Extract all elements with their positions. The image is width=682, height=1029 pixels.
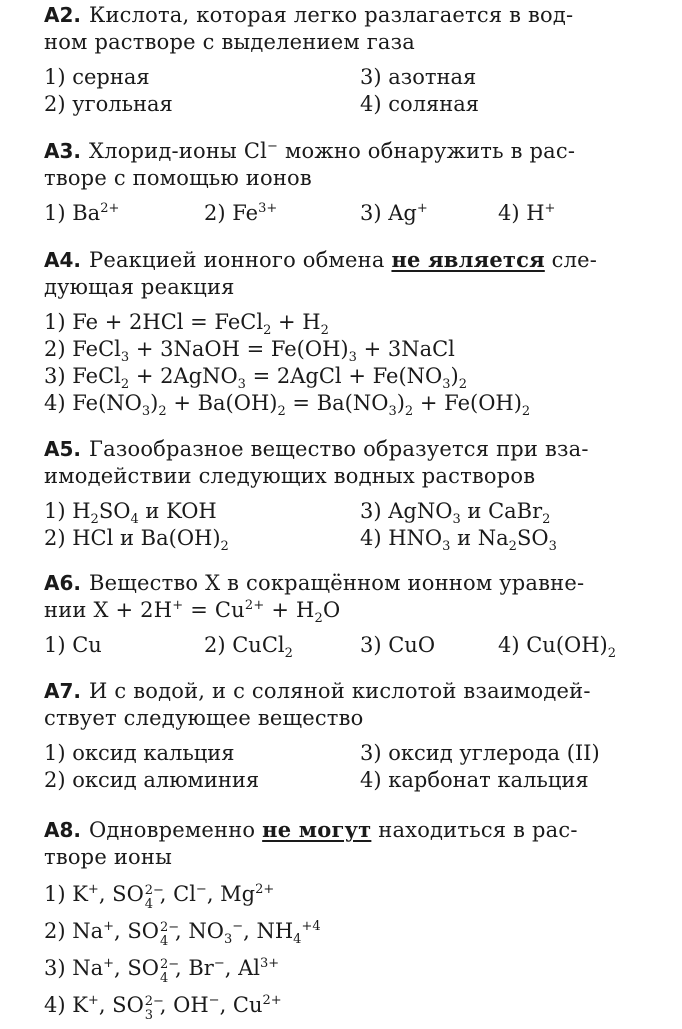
question-a2-stem: А2. Кислота, которая легко разлагается в вод- ном растворе с выделением газа <box>44 3 574 54</box>
answer-option-2[interactable]: 2) угольная <box>44 92 173 116</box>
answer-option-3[interactable]: 3) азотная <box>360 65 477 89</box>
answer-option-1[interactable]: 1) Cu <box>44 633 102 657</box>
answer-options <box>44 740 662 794</box>
question-number: А2. <box>44 3 81 27</box>
question-a8-stem: А8. Одновременно не могут находиться в рас- творе ионы <box>44 817 578 869</box>
question-a6 <box>44 570 662 659</box>
answer-option-4[interactable]: 4) соляная <box>360 92 479 116</box>
question-number: А6. <box>44 571 81 595</box>
answer-options <box>44 64 662 118</box>
question-a5 <box>44 436 662 552</box>
question-a4 <box>44 246 662 417</box>
answer-option-2[interactable]: 2) Na+, SO 2− 4 , $NO_3^-$, $NH_4^{+4}$ <box>44 919 321 949</box>
answer-options <box>44 881 662 1023</box>
answer-option-3[interactable]: 3) Na+, SO 2− 4 , Br−, $Al^{3+}$ <box>44 956 280 986</box>
answer-options <box>44 632 662 659</box>
answer-option-2[interactable]: 2) FeCl$_3$ + 3NaOH = $Fe(OH)_3$ + 3NaCl <box>44 337 455 365</box>
question-a7-stem: А7. И с водой, и с соляной кислотой взаимодей- ствует следующее вещество <box>44 679 591 730</box>
question-a7 <box>44 678 662 794</box>
answer-option-1[interactable]: 1) серная <box>44 65 150 89</box>
answer-option-3[interactable]: 3) Ag+ <box>360 201 428 225</box>
question-a3 <box>44 138 662 227</box>
question-a2 <box>44 2 662 118</box>
answer-option-4[interactable]: 4) H+ <box>498 201 556 225</box>
answer-option-2[interactable]: 2) CuCl$_2$ <box>204 633 293 661</box>
answer-options <box>44 498 662 552</box>
answer-option-1[interactable]: 1) $Ba^{2+}$ <box>44 201 120 225</box>
answer-option-3[interactable]: 3) AgNO$_3$ и CaBr$_2$ <box>360 499 551 527</box>
question-number: А3. <box>44 139 81 163</box>
answer-option-3[interactable]: 3) оксид углерода (II) <box>360 741 600 765</box>
question-number: А8. <box>44 818 81 842</box>
answer-option-3[interactable]: 3) FeCl$_2$ + 2AgNO$_3$ = 2AgCl + $Fe(NO_3)_2$ <box>44 364 467 392</box>
question-number: А5. <box>44 437 81 461</box>
answer-option-2[interactable]: 2) HCl и $Ba(OH)_2$ <box>44 526 229 554</box>
question-a5-stem: А5. Газообразное вещество образуется при вза- имодействии следующих водных растворов <box>44 437 589 488</box>
question-a3-stem: А3. Хлорид-ионы Cl− можно обнаружить в рас- творе с помощью ионов <box>44 139 576 190</box>
emphasis-not: не является <box>391 247 545 272</box>
question-number: А4. <box>44 248 81 272</box>
answer-option-2[interactable]: 2) оксид алюминия <box>44 768 260 792</box>
answer-option-1[interactable]: 1) Fe + 2HCl = FeCl$_2$ + $H_2$ <box>44 310 329 338</box>
question-number: А7. <box>44 679 81 703</box>
question-a8 <box>44 816 662 1023</box>
answer-option-4[interactable]: 4) $HNO_3$ и $Na_2SO_3$ <box>360 526 557 554</box>
answer-options <box>44 309 662 417</box>
question-a4-stem: А4. Реакцией ионного обмена не является сле- дующая реакция <box>44 247 598 299</box>
question-a6-stem: А6. Вещество X в сокращённом ионном уравне- нии $X + 2H^+ = Cu^{2+} + H_2O$ <box>44 571 585 626</box>
emphasis-not: не могут <box>262 817 372 842</box>
answer-option-3[interactable]: 3) CuO <box>360 633 436 657</box>
answer-option-1[interactable]: 1) оксид кальция <box>44 741 235 765</box>
answer-option-4[interactable]: 4) карбонат кальция <box>360 768 589 792</box>
answer-option-4[interactable]: 4) $Fe(NO_3)_2 + Ba(OH)_2 = Ba(NO_3)_2 + Fe(OH)_2$ <box>44 391 531 419</box>
answer-option-4[interactable]: 4) K+, SO 2− 3 , OH−, $Cu^{2+}$ <box>44 993 282 1023</box>
answer-option-4[interactable]: 4) $Cu(OH)_2$ <box>498 633 617 661</box>
answer-option-1[interactable]: 1) $H_2SO_4$ и KOH <box>44 499 217 527</box>
answer-option-2[interactable]: 2) $Fe^{3+}$ <box>204 201 278 225</box>
answer-option-1[interactable]: 1) K+, SO 2− 4 , Cl−, $Mg^{2+}$ <box>44 882 275 912</box>
answer-options <box>44 200 662 227</box>
